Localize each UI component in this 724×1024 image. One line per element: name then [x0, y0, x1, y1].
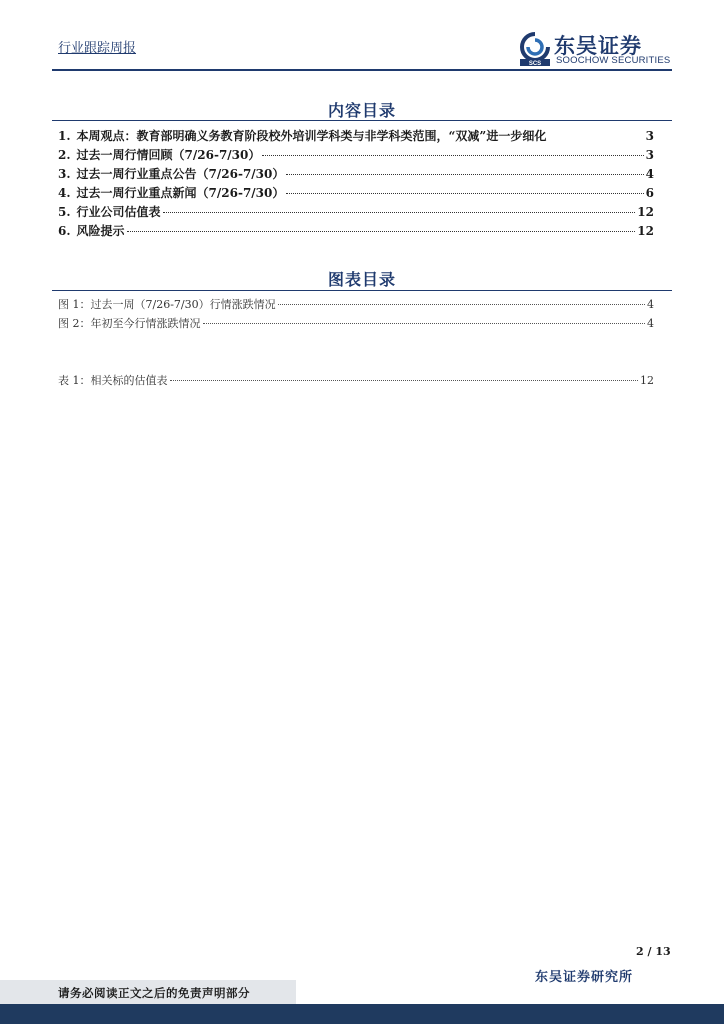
toc-leader-dots — [286, 193, 643, 194]
toc-item-number: 5. — [58, 205, 71, 219]
toc-item-page: 12 — [637, 205, 654, 219]
footer-bar — [0, 1004, 724, 1024]
report-type-label: 行业跟踪周报 — [58, 41, 137, 56]
contents-title-rule — [52, 120, 672, 121]
research-institute-name: 东吴证券研究所 — [535, 970, 634, 985]
toc-item-page: 12 — [637, 224, 654, 238]
figure-item-page: 4 — [647, 317, 654, 330]
logo-company-name-en: SOOCHOW SECURITIES — [556, 55, 671, 66]
logo-mark-text: SCS — [528, 61, 542, 66]
logo-company-name-cn: 东吴证券 — [554, 34, 642, 58]
toc-item[interactable] — [58, 127, 654, 145]
figure-item-label: 图 2：年初至今行情涨跌情况 — [58, 317, 201, 330]
table-item-page: 12 — [640, 374, 654, 387]
toc-item[interactable] — [58, 203, 654, 221]
figure-list-item[interactable] — [58, 296, 654, 314]
toc-item[interactable] — [58, 222, 654, 240]
toc-item-number: 3. — [58, 167, 71, 181]
toc-item-label: 本周观点：教育部明确义务教育阶段校外培训学科类与非学科类范围，“双减”进一步细化 — [76, 129, 547, 143]
toc-item-number: 6. — [58, 224, 71, 238]
table-item-label: 表 1：相关标的估值表 — [58, 374, 168, 387]
toc-leader-dots — [163, 212, 636, 213]
toc-item[interactable] — [58, 165, 654, 183]
toc-leader-dots — [286, 174, 643, 175]
figures-title: 图表目录 — [327, 270, 396, 289]
toc-item-page: 4 — [645, 167, 654, 181]
contents-title: 内容目录 — [327, 101, 396, 120]
toc-item-number: 1. — [58, 129, 71, 143]
toc-leader-dots — [262, 155, 643, 156]
figure-leader-dots — [203, 323, 646, 324]
toc-item-page: 3 — [645, 129, 654, 143]
figures-title-rule — [52, 290, 672, 291]
disclaimer-notice: 请务必阅读正文之后的免责声明部分 — [58, 986, 250, 1000]
table-leader-dots — [170, 380, 639, 381]
figure-item-label: 图 1：过去一周（7/26-7/30）行情涨跌情况 — [58, 298, 276, 311]
page-number: 2 / 13 — [636, 945, 671, 958]
toc-item-page: 6 — [645, 186, 654, 200]
toc-item-label: 过去一周行情回顾（7/26-7/30） — [76, 148, 261, 162]
toc-item-label: 行业公司估值表 — [76, 205, 161, 219]
table-list-item[interactable] — [58, 372, 654, 390]
toc-item-number: 4. — [58, 186, 71, 200]
toc-item-label: 过去一周行业重点公告（7/26-7/30） — [76, 167, 285, 181]
figure-leader-dots — [278, 304, 645, 305]
figure-item-page: 4 — [647, 298, 654, 311]
logo-mark-icon — [520, 32, 550, 66]
toc-item-label: 风险提示 — [76, 224, 125, 238]
toc-item-label: 过去一周行业重点新闻（7/26-7/30） — [76, 186, 285, 200]
toc-item-number: 2. — [58, 148, 71, 162]
header-divider — [52, 69, 672, 71]
toc-leader-dots — [127, 231, 636, 232]
toc-item[interactable] — [58, 184, 654, 202]
toc-item-page: 3 — [645, 148, 654, 162]
figure-list-item[interactable] — [58, 315, 654, 333]
company-logo — [520, 30, 670, 68]
toc-item[interactable] — [58, 146, 654, 164]
